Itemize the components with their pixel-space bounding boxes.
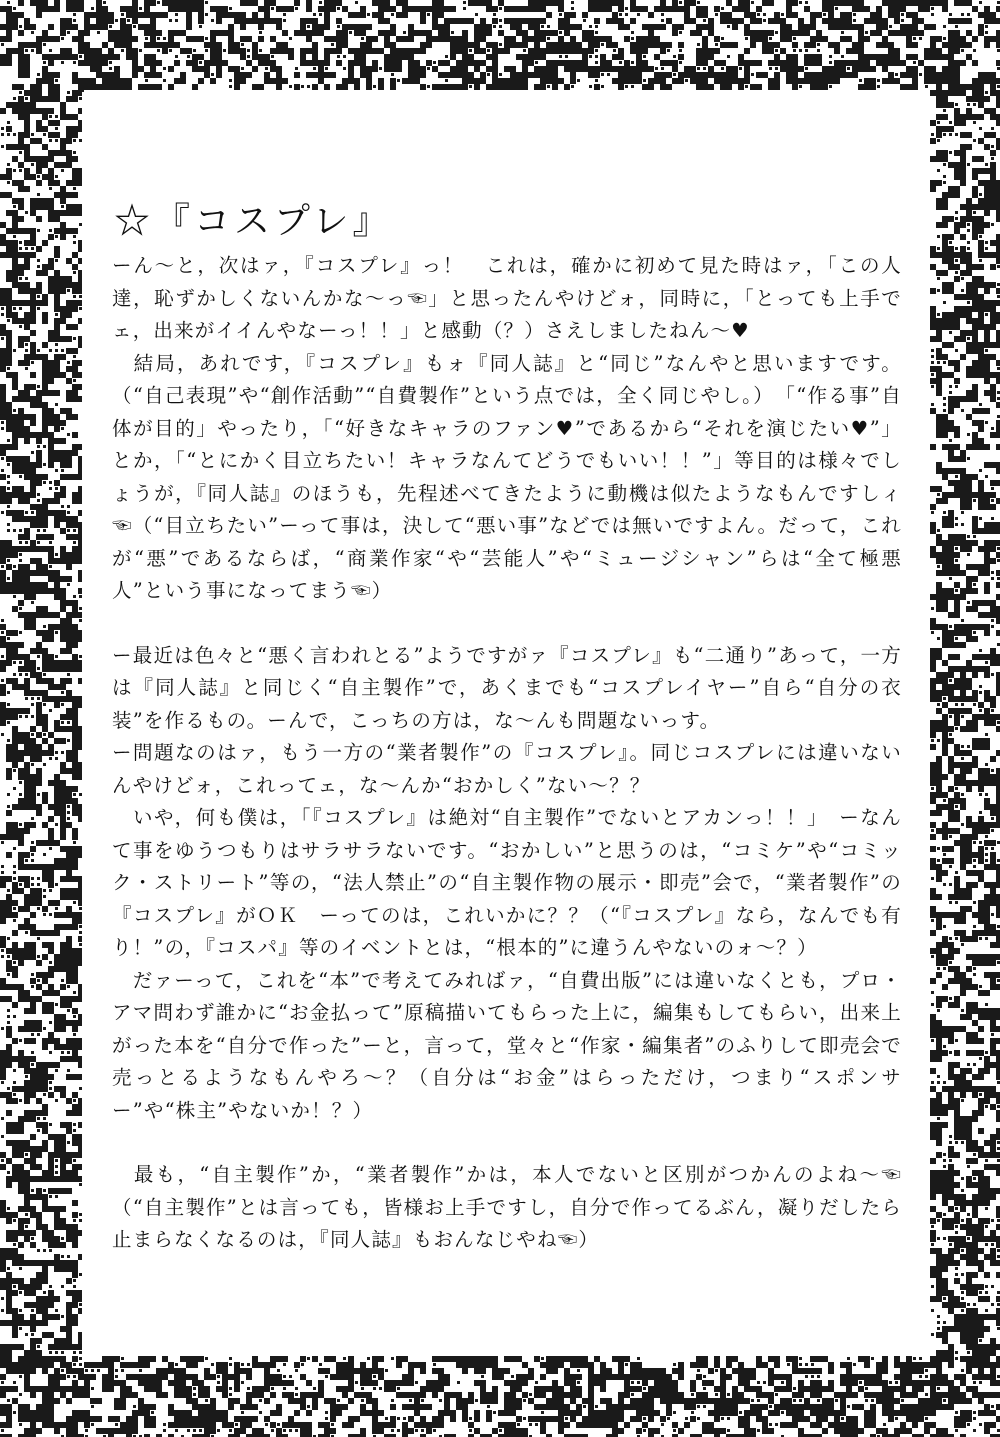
paragraph-6: だァーって，これを“本”で考えてみればァ，“自費出版”には違いなくとも，プロ・アマ問わず誰かに“お金払って”原稿描いてもらった上に，編集もしてもらい，出来上がった本を“自分で作った”ーと，言って，堂々と“作家・編集者”のふりして即売会で売っとるようなもんやろ〜？（自分は“お金”はらっただけ，つまり“スポンサー”や“株主”やないか！？） bbox=[112, 968, 902, 1122]
paragraph-7: 最も，“自主製作”か，“業者製作”かは，本人でないと区別がつかんのよね〜☜（“自主製作”とは言っても，皆様お上手ですし，自分で作ってるぶん，凝りだしたら止まらなくなるのは，『同人誌』もおんなじやね☜） bbox=[112, 1163, 902, 1251]
paragraph-gap bbox=[112, 1127, 902, 1159]
paragraph-4: ー問題なのはァ，もう一方の“業者製作”の『コスプレ』。同じコスプレには違いないんやけどォ，これってェ，な〜んか“おかしく”ない〜？？ bbox=[112, 741, 902, 797]
paragraph-gap bbox=[112, 608, 902, 640]
paragraph-5: いや，何も僕は，「『コスプレ』は絶対“自主製作”でないとアカンっ！！」 ーなんて事をゆうつもりはサラサラないです。“おかしい”と思うのは，“コミケ”や“コミック・ストリート”等の，“法人禁止”の“自主製作物の展示・即売”会で，“業者製作”の『コスプレ』がＯＫ ーってのは，これいかに？？（“『コスプレ』なら，なんでも有り！”の，『コスパ』等のイベントとは，“根本的”に違うんやないのォ〜？） bbox=[112, 806, 902, 959]
paragraph-1: ーん〜と，次はァ，『コスプレ』っ！ これは，確かに初めて見た時はァ，「この人達，恥ずかしくないんかな〜っ☜」と思ったんやけどォ，同時に，「とっても上手でェ，出来がイイんやなーっ！！」と感動（？）さえしましたねん〜♥ bbox=[112, 254, 902, 342]
paragraph-2: 結局，あれです，『コスプレ』もォ『同人誌』と“同じ”なんやと思いますです。（“自己表現”や“創作活動”“自費製作”という点では，全く同じやし。） 「“作る事”自体が目的」やったり，「“好きなキャラのファン♥”であるから“それを演じたい♥”」とか，「“とにかく目立ちたい！キャラなんてどうでもいい！！”」等目的は様々でしょうが，『同人誌』のほうも，先程述べてきたように動機は似たようなもんですしィ☜（“目立ちたい”ーって事は，決して“悪い事”などでは無いですよん。だって，これが“悪”であるならば，“商業作家“や“芸能人”や“ミュージシャン”らは“全て極悪人”という事になってまう☜） bbox=[112, 351, 902, 602]
page-title: ☆『コスプレ』 bbox=[114, 201, 393, 242]
article bbox=[112, 200, 902, 1257]
paragraph-3: ー最近は色々と“悪く言われとる”ようですがァ『コスプレ』も“二通り”あって，一方は『同人誌』と同じく“自主製作”で，あくまでも“コスプレイヤー”自ら“自分の衣装”を作るもの。ーんで，こっちの方は，な〜んも問題ないっす。 bbox=[112, 643, 902, 732]
